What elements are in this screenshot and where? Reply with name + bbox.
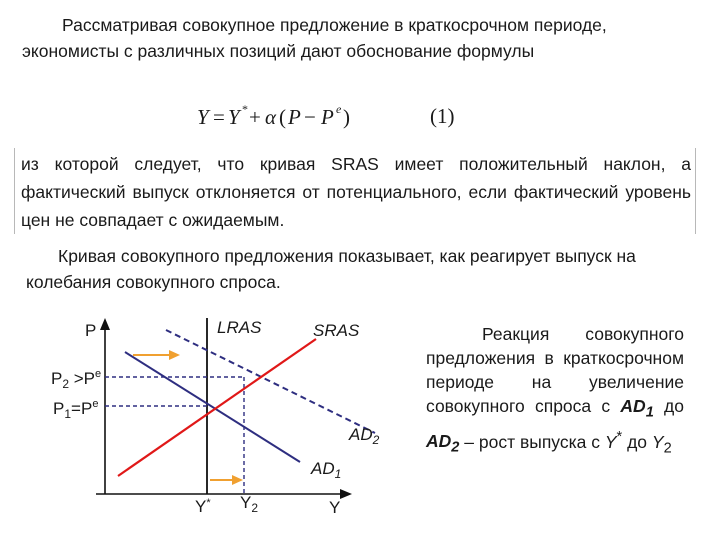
svg-text:e: e <box>336 102 342 116</box>
formula-number: (1) <box>430 104 455 128</box>
side-paragraph: Реакция совокупного предложения в краткосрочном периоде на увеличение совокупного спроса с $AD_1$ до $AD_2$ – рост выпуска с Y* до $Y_2$ <box>426 324 684 456</box>
ad2-label: $AD_2$ <box>349 425 380 447</box>
ad2-line <box>166 330 375 433</box>
svg-text:): ) <box>343 105 350 129</box>
svg-text:+: + <box>249 105 261 129</box>
p2-label: $P_2 >P^e$ <box>51 368 102 391</box>
svg-text:P: P <box>321 105 334 129</box>
y-star-label: Y* <box>195 497 211 516</box>
demand-shift-arrowhead <box>169 350 180 360</box>
curve-paragraph: Кривая совокупного предложения показывает, как реагирует выпуск на колебания совокупного спроса. <box>26 246 636 292</box>
svg-text:P: P <box>288 105 301 129</box>
y-axis-arrowhead <box>340 489 352 499</box>
sras-label: SRAS <box>313 321 360 340</box>
lras-label: LRAS <box>217 318 262 337</box>
intro-paragraph: Рассматривая совокупное предложение в краткосрочном периоде, экономисты с различных позиций дают обоснование формулы <box>22 15 607 61</box>
sras-line <box>118 339 316 476</box>
svg-text:(: ( <box>279 105 286 129</box>
svg-text:Y: Y <box>197 105 209 129</box>
svg-text:α: α <box>265 105 277 129</box>
y-axis-label: Y <box>329 498 341 517</box>
p1-label: $P_1=P^e$ <box>53 398 99 421</box>
svg-text:=: = <box>213 105 225 129</box>
p-axis-arrowhead <box>100 318 110 330</box>
p-axis-label: P <box>85 321 97 340</box>
explanation-paragraph: из которой следует, что кривая SRAS имеет положительный наклон, а фактический выпуск отклоняется от потенциального, если фактический уровень цен не совпадает с ожидаемым. <box>21 154 691 230</box>
svg-text:*: * <box>242 102 248 116</box>
output-growth-arrowhead <box>232 475 243 485</box>
svg-text:−: − <box>304 105 316 129</box>
y2-label: $Y_2$ <box>240 493 259 515</box>
ad1-label: $AD_1$ <box>311 459 342 481</box>
svg-text:Y: Y <box>228 105 240 129</box>
